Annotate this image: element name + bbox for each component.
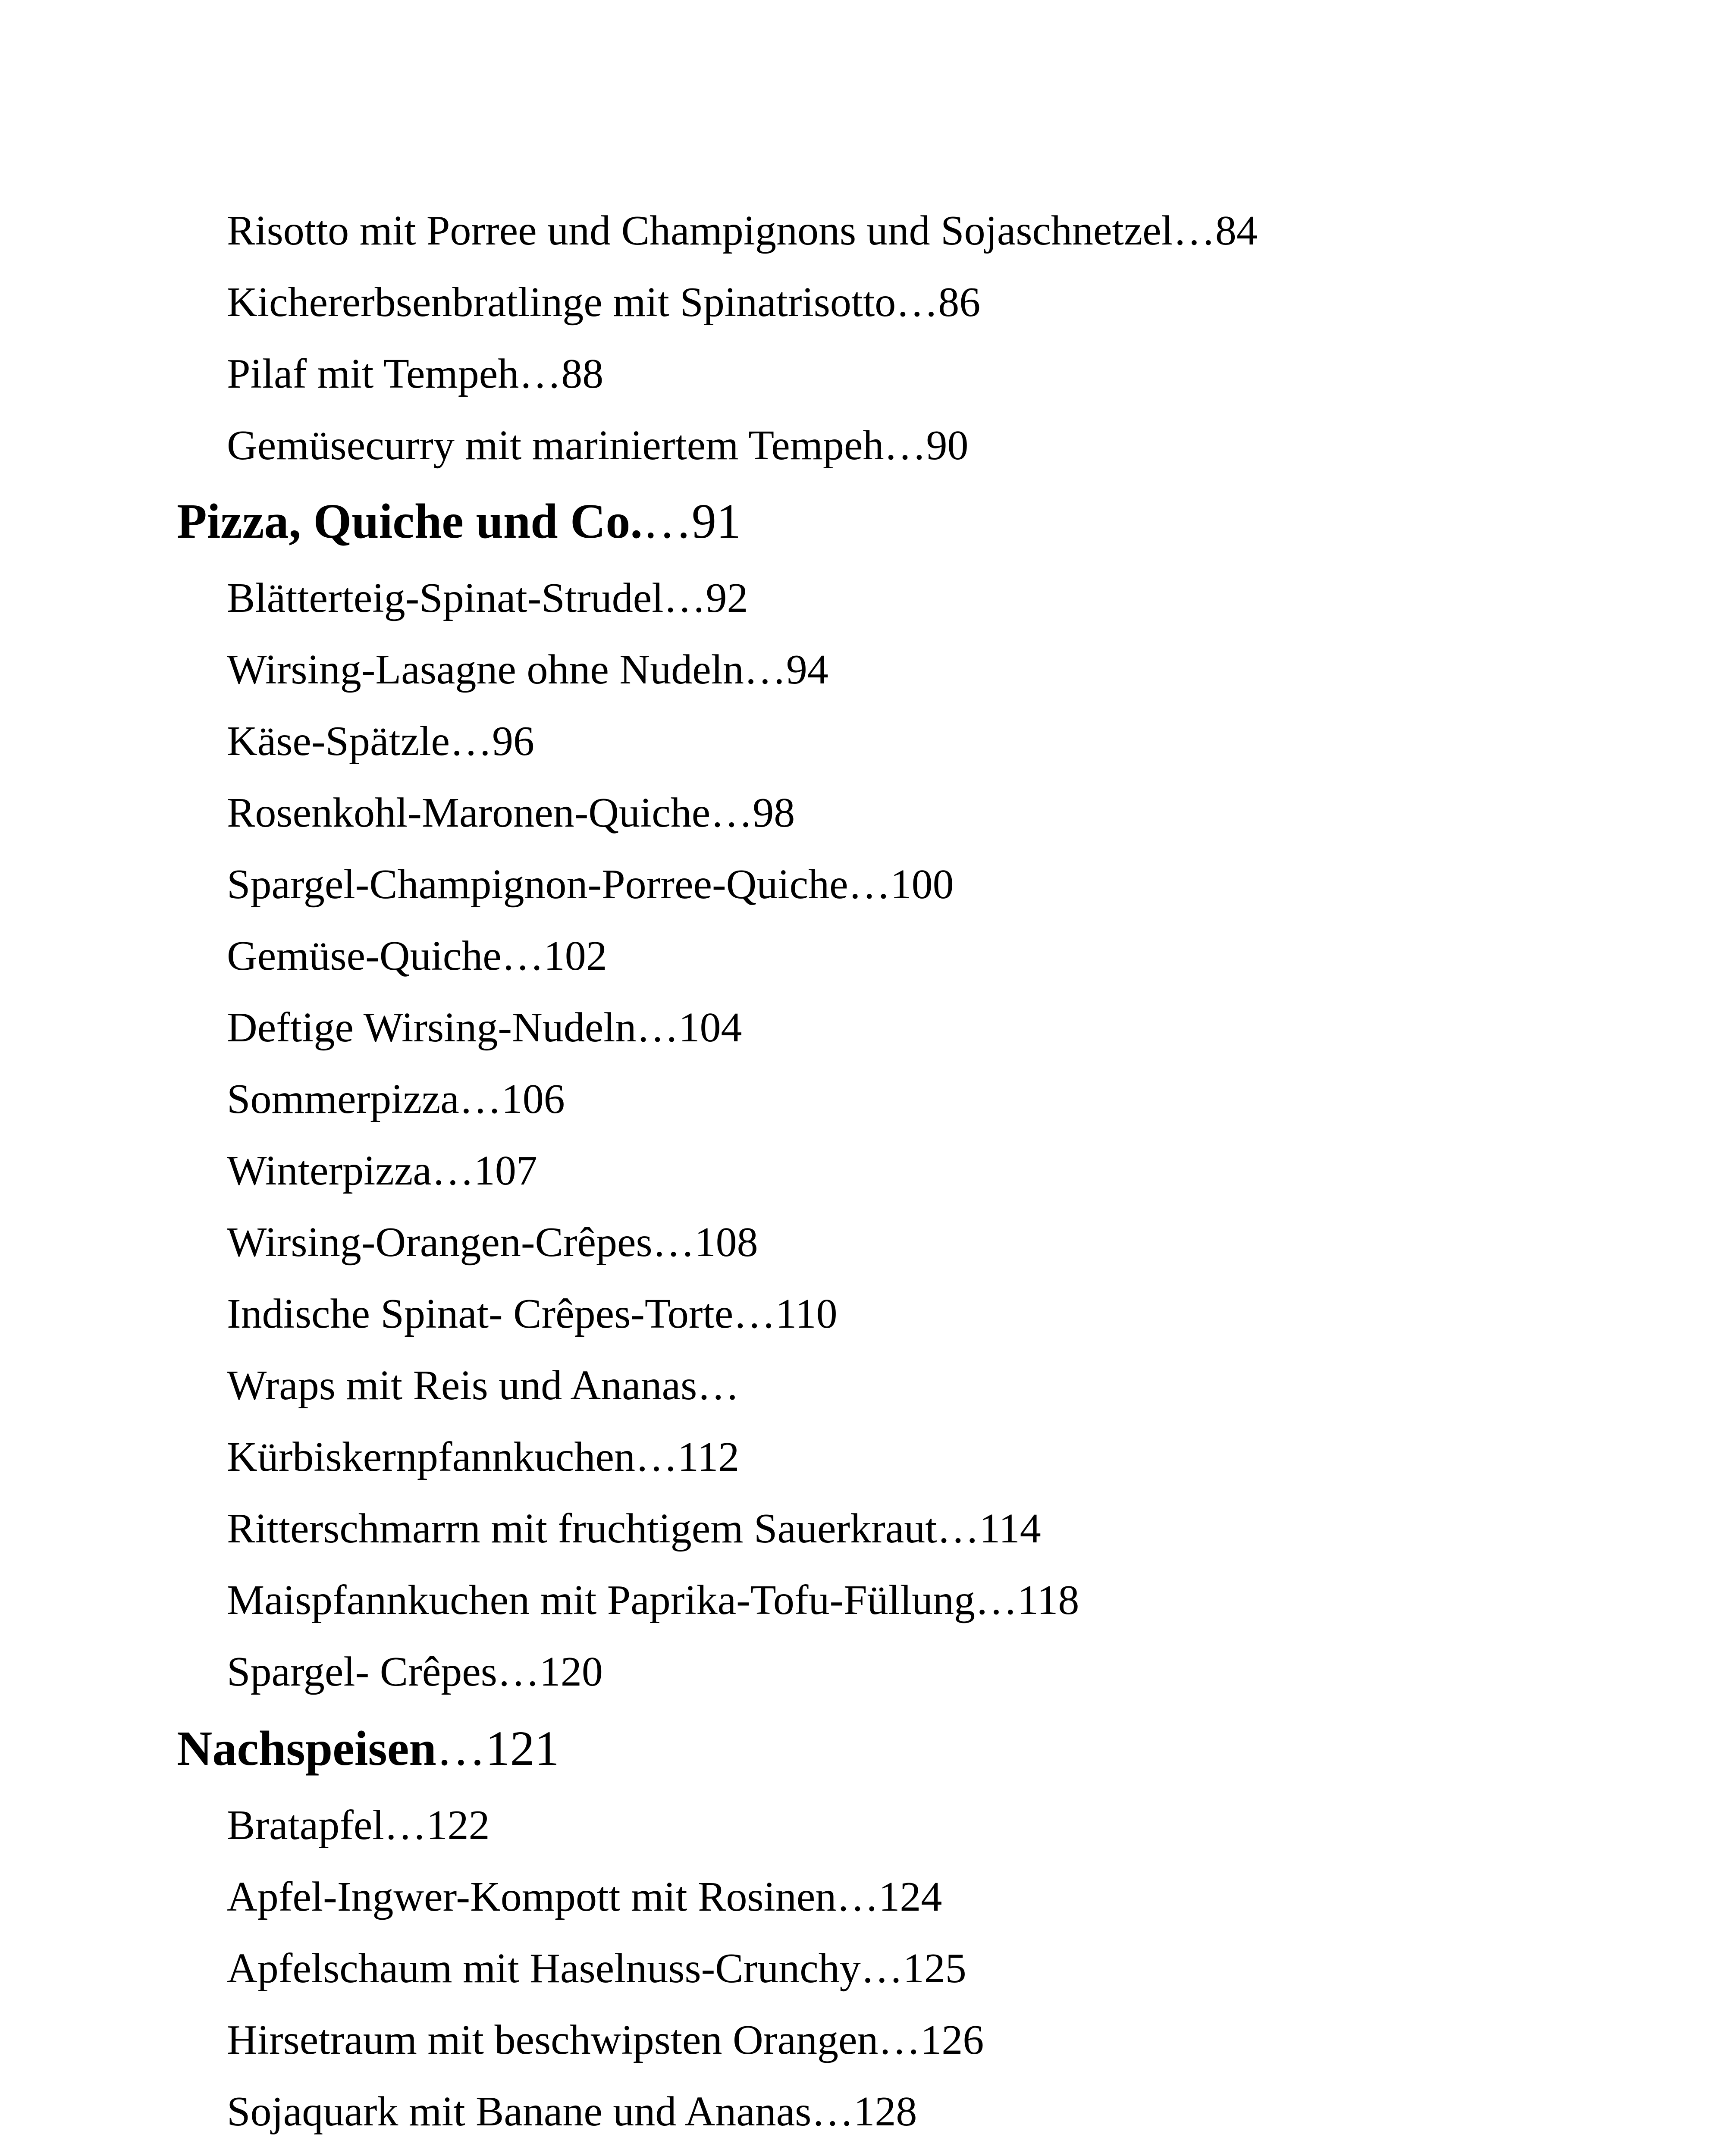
- toc-section-heading: [177, 494, 741, 548]
- toc-section-heading: [177, 1721, 559, 1776]
- toc-entry: Apfel-Ingwer-Kompott mit Rosinen…124: [227, 1874, 942, 1920]
- toc-entry: Hirsetraum mit beschwipsten Orangen…126: [227, 2017, 984, 2063]
- toc-entry: Wraps mit Reis und Ananas…: [227, 1362, 740, 1409]
- toc-entry: Pilaf mit Tempeh…88: [227, 351, 604, 397]
- toc-entry: Bratapfel…122: [227, 1802, 490, 1849]
- toc-entry: Sommerpizza…106: [227, 1076, 565, 1122]
- toc-entry: Kichererbsenbratlinge mit Spinatrisotto…86: [227, 279, 981, 326]
- section-title: Pizza, Quiche und Co.: [177, 494, 643, 548]
- toc-entry: Rosenkohl-Maronen-Quiche…98: [227, 790, 795, 836]
- section-page-number: …91: [642, 494, 741, 548]
- toc-entry: Sojaquark mit Banane und Ananas…128: [227, 2088, 917, 2135]
- section-title: Nachspeisen: [177, 1721, 436, 1776]
- toc-entry: Maispfannkuchen mit Paprika-Tofu-Füllung…118: [227, 1577, 1079, 1623]
- toc-entry: Risotto mit Porree und Champignons und Sojaschnetzel…84: [227, 207, 1258, 254]
- toc-entry: Gemüsecurry mit mariniertem Tempeh…90: [227, 422, 969, 469]
- toc-entry: Apfelschaum mit Haselnuss-Crunchy…125: [227, 1945, 966, 1992]
- toc-entry: Spargel- Crêpes…120: [227, 1648, 603, 1695]
- toc-entry: Gemüse-Quiche…102: [227, 933, 607, 979]
- toc-entry: Kürbiskernpfannkuchen…112: [227, 1434, 740, 1480]
- toc-entry: Käse-Spätzle…96: [227, 718, 534, 765]
- toc-entry: Ritterschmarrn mit fruchtigem Sauerkraut…114: [227, 1505, 1041, 1552]
- toc-entry: Winterpizza…107: [227, 1147, 537, 1194]
- toc-entry: Blätterteig-Spinat-Strudel…92: [227, 575, 748, 621]
- section-page-number: …121: [436, 1721, 559, 1776]
- toc-entry: Indische Spinat- Crêpes-Torte…110: [227, 1291, 838, 1337]
- toc-entry: Spargel-Champignon-Porree-Quiche…100: [227, 861, 954, 908]
- toc-entry: Wirsing-Orangen-Crêpes…108: [227, 1219, 758, 1266]
- toc-entry: Deftige Wirsing-Nudeln…104: [227, 1004, 742, 1051]
- toc-entry: Wirsing-Lasagne ohne Nudeln…94: [227, 646, 828, 693]
